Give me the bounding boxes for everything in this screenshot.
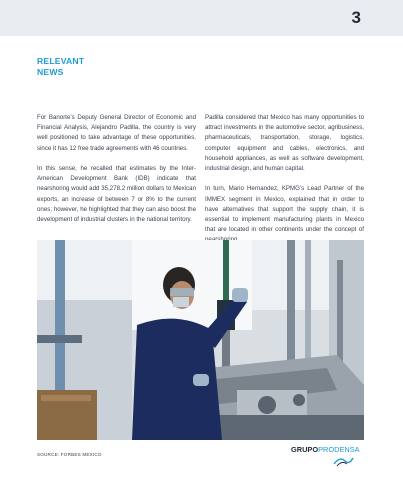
section-title-line-2: NEWS (37, 67, 64, 77)
paragraph: In turn, Mario Hernandez, KPMG’s Lead Partner of the IMMEX segment in Mexico, explained that in order to have alternatives that support the supply chain, it is essential to implement manufacturing plants in Mexico that are located in other continents under the concept of (205, 185, 364, 234)
page-header-band (0, 0, 403, 36)
logo-text-grupo: GRUPO (291, 445, 319, 454)
logo-text-prodensa: PRODENSA (318, 445, 360, 454)
page-number: 3 (351, 8, 361, 27)
section-title (37, 56, 84, 78)
logo-swirl-icon (332, 455, 354, 467)
grupo-prodensa-logo (291, 445, 366, 469)
paragraph: In this sense, he recalled that estimates by the Inter-American Development Bank (IDB) indicate that nearshoring would add 35,278.2 million dollars to Mexican exports, an increase of between 7 or 8% to the current ones; however, he highlighted that they can also boost the development of industrial clusters in the national territory. (37, 165, 196, 224)
right-text-column (205, 113, 364, 256)
source-caption: SOURCE: FORBES MEXICO (37, 452, 102, 457)
section-title-line-1: RELEVANT (37, 56, 85, 66)
paragraph: Padilla considered that Mexico has many opportunities to attract investments in the automotive sector, agribusiness, pharmaceuticals, transportation, storage, logistics, computer equipment and cables, electronics, and household appliances, as well as software development, industrial design, and human capital. (205, 114, 364, 173)
paragraph: For Banorte’s Deputy General Director of Economic and Financial Analysis, Alejandro Padilla, the country is very well positioned to take advantage of these opportunities, since it has 12 free trade agreements with 46 countries. (37, 114, 196, 152)
factory-worker-photo (37, 240, 364, 440)
left-text-column (37, 113, 196, 235)
